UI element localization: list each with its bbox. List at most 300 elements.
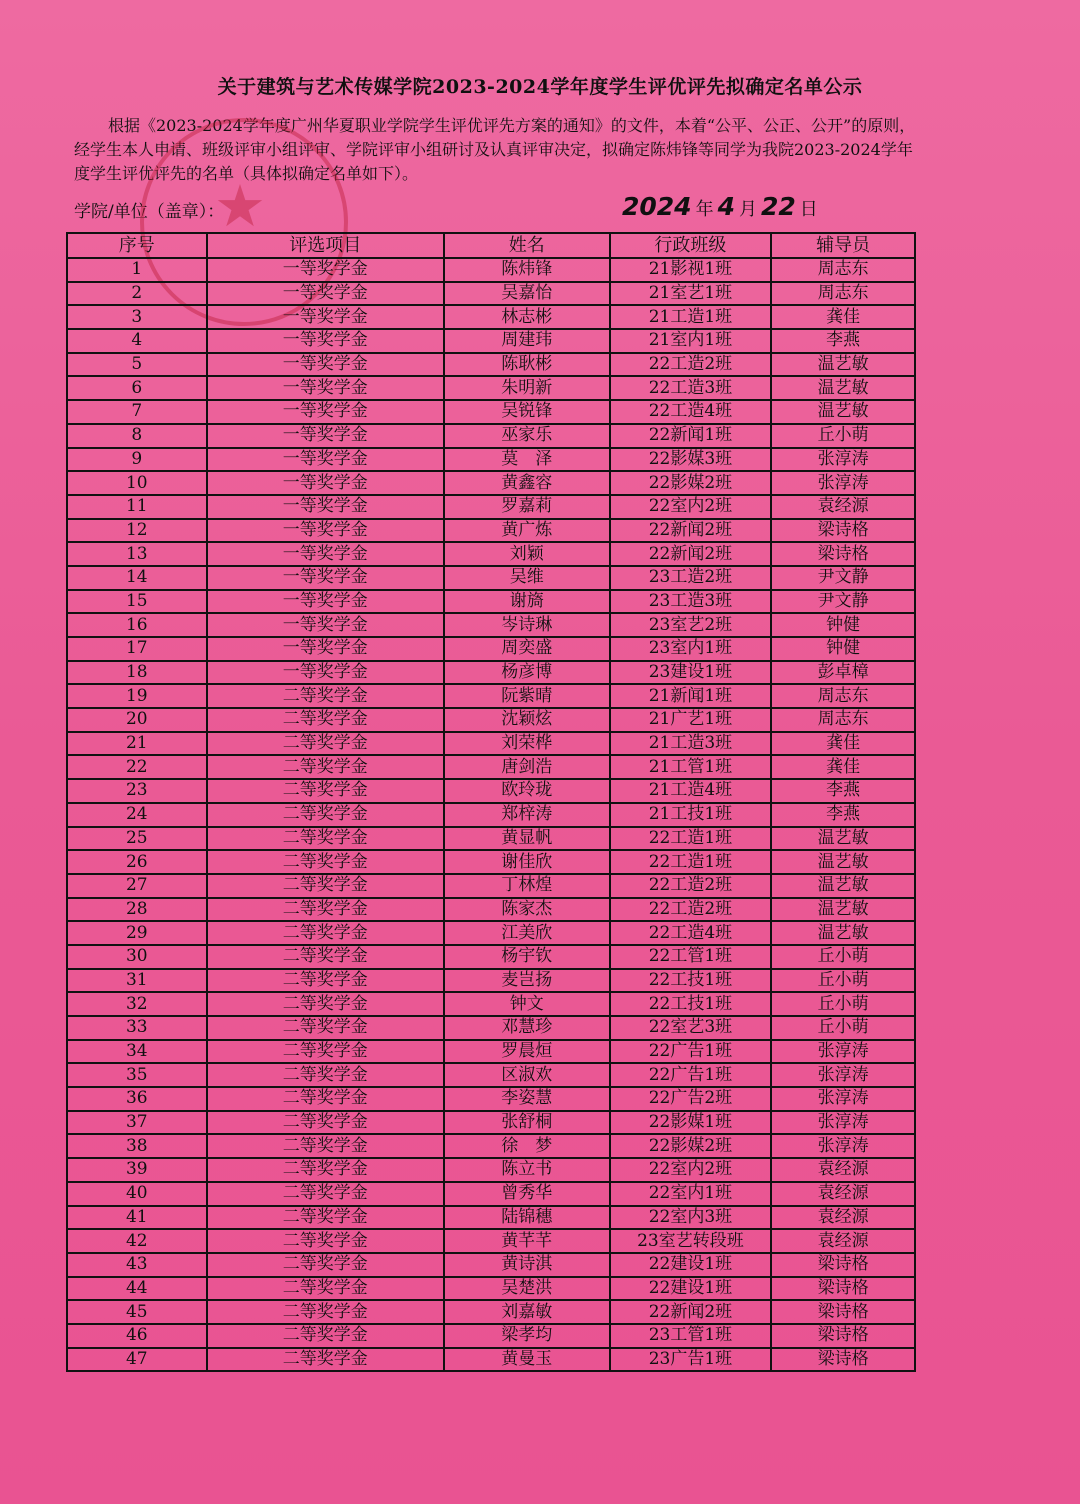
cell-award: 一等奖学金 [207,590,444,614]
cell-class: 21工技1班 [610,803,772,827]
cell-name: 黄芊芊 [444,1229,610,1253]
cell-counselor: 张淳涛 [771,1111,915,1135]
cell-award: 一等奖学金 [207,400,444,424]
cell-award: 二等奖学金 [207,1040,444,1064]
cell-counselor: 李燕 [771,779,915,803]
cell-name: 陈立书 [444,1158,610,1182]
table-row [67,803,915,827]
table-row [67,1229,915,1253]
table-row [67,850,915,874]
table-row [67,992,915,1016]
cell-index: 40 [67,1182,207,1206]
cell-award: 二等奖学金 [207,1206,444,1230]
cell-index: 3 [67,305,207,329]
cell-name: 周建玮 [444,329,610,353]
cell-name: 吴锐锋 [444,400,610,424]
cell-class: 22工造3班 [610,376,772,400]
cell-name: 黄显帆 [444,827,610,851]
cell-award: 一等奖学金 [207,566,444,590]
cell-index: 27 [67,874,207,898]
cell-counselor: 张淳涛 [771,1040,915,1064]
cell-counselor: 李燕 [771,329,915,353]
cell-index: 12 [67,519,207,543]
cell-counselor: 丘小萌 [771,969,915,993]
cell-counselor: 温艺敏 [771,898,915,922]
cell-counselor: 袁经源 [771,495,915,519]
cell-index: 9 [67,448,207,472]
table-row [67,495,915,519]
cell-index: 13 [67,542,207,566]
cell-counselor: 梁诗格 [771,1253,915,1277]
cell-counselor: 温艺敏 [771,874,915,898]
cell-class: 22新闻1班 [610,424,772,448]
table-row [67,1277,915,1301]
header-index: 序号 [67,233,207,258]
table-row [67,590,915,614]
table-row [67,400,915,424]
cell-counselor: 钟健 [771,637,915,661]
cell-class: 22新闻2班 [610,1300,772,1324]
cell-index: 46 [67,1324,207,1348]
cell-class: 22工管1班 [610,945,772,969]
cell-class: 22影媒1班 [610,1111,772,1135]
cell-name: 沈颖炫 [444,708,610,732]
cell-name: 周奕盛 [444,637,610,661]
cell-counselor: 张淳涛 [771,471,915,495]
cell-counselor: 周志东 [771,708,915,732]
cell-award: 二等奖学金 [207,684,444,708]
cell-award: 二等奖学金 [207,708,444,732]
cell-award: 二等奖学金 [207,1253,444,1277]
cell-name: 陈家杰 [444,898,610,922]
table-row [67,329,915,353]
cell-class: 22工技1班 [610,969,772,993]
table-row [67,1134,915,1158]
cell-name: 罗嘉莉 [444,495,610,519]
table-row [67,1348,915,1372]
table-row [67,1158,915,1182]
cell-award: 一等奖学金 [207,305,444,329]
table-row [67,898,915,922]
cell-counselor: 彭卓樟 [771,661,915,685]
cell-index: 43 [67,1253,207,1277]
cell-class: 22广告1班 [610,1063,772,1087]
cell-name: 邓慧珍 [444,1016,610,1040]
intro-paragraph: 根据《2023-2024学年度广州华夏职业学院学生评优评先方案的通知》的文件，本着“公平、公正、公开”的原则，经学生本人申请、班级评审小组评审、学院评审小组研讨及认真评审决定，拟确定陈炜锋等同学为我院2023-2024学年度学生评优评先的名单（具体拟确定名单如下）。 [74,116,916,183]
cell-class: 22工造2班 [610,898,772,922]
cell-class: 21工管1班 [610,755,772,779]
header-name: 姓名 [444,233,610,258]
cell-class: 21室内1班 [610,329,772,353]
cell-name: 陆锦穗 [444,1206,610,1230]
cell-index: 41 [67,1206,207,1230]
handwritten-date [622,192,822,221]
cell-index: 16 [67,613,207,637]
cell-name: 麦岂扬 [444,969,610,993]
cell-index: 17 [67,637,207,661]
cell-award: 一等奖学金 [207,282,444,306]
cell-counselor: 梁诗格 [771,1300,915,1324]
cell-name: 杨宇钦 [444,945,610,969]
cell-award: 一等奖学金 [207,258,444,282]
table-row [67,353,915,377]
table-row [67,945,915,969]
cell-name: 罗晨烜 [444,1040,610,1064]
cell-name: 黄诗淇 [444,1253,610,1277]
cell-class: 22工造1班 [610,850,772,874]
cell-class: 22广告1班 [610,1040,772,1064]
cell-award: 二等奖学金 [207,779,444,803]
table-row [67,282,915,306]
cell-counselor: 温艺敏 [771,353,915,377]
date-day-label: 日 [799,199,818,220]
cell-index: 33 [67,1016,207,1040]
cell-class: 21工造1班 [610,305,772,329]
cell-class: 23工造2班 [610,566,772,590]
table-row [67,1040,915,1064]
cell-award: 一等奖学金 [207,471,444,495]
table-row [67,1111,915,1135]
table-row [67,1206,915,1230]
cell-class: 22工技1班 [610,992,772,1016]
cell-award: 一等奖学金 [207,448,444,472]
table-row [67,1182,915,1206]
cell-class: 22工造1班 [610,827,772,851]
cell-class: 21广艺1班 [610,708,772,732]
cell-class: 23广告1班 [610,1348,772,1372]
cell-class: 22室内1班 [610,1182,772,1206]
cell-award: 二等奖学金 [207,898,444,922]
cell-award: 一等奖学金 [207,519,444,543]
table-row [67,519,915,543]
table-row [67,1300,915,1324]
cell-name: 刘颖 [444,542,610,566]
table-row [67,1016,915,1040]
cell-counselor: 袁经源 [771,1206,915,1230]
cell-counselor: 温艺敏 [771,827,915,851]
cell-class: 22影媒3班 [610,448,772,472]
cell-award: 二等奖学金 [207,1229,444,1253]
cell-counselor: 袁经源 [771,1229,915,1253]
cell-award: 一等奖学金 [207,542,444,566]
cell-index: 47 [67,1348,207,1372]
cell-counselor: 周志东 [771,258,915,282]
table-row [67,827,915,851]
cell-name: 欧玲珑 [444,779,610,803]
cell-class: 23工管1班 [610,1324,772,1348]
cell-class: 21工造4班 [610,779,772,803]
cell-class: 22室内3班 [610,1206,772,1230]
cell-class: 22工造4班 [610,400,772,424]
cell-counselor: 温艺敏 [771,400,915,424]
cell-index: 4 [67,329,207,353]
cell-counselor: 丘小萌 [771,992,915,1016]
cell-award: 二等奖学金 [207,992,444,1016]
cell-index: 37 [67,1111,207,1135]
cell-class: 21室艺1班 [610,282,772,306]
cell-index: 21 [67,732,207,756]
cell-counselor: 龚佳 [771,305,915,329]
date-day: 22 [761,192,796,221]
cell-index: 29 [67,921,207,945]
cell-class: 22室内2班 [610,495,772,519]
cell-counselor: 温艺敏 [771,850,915,874]
cell-class: 21新闻1班 [610,684,772,708]
cell-class: 22室内2班 [610,1158,772,1182]
cell-award: 一等奖学金 [207,661,444,685]
table-row [67,874,915,898]
cell-award: 二等奖学金 [207,1300,444,1324]
date-year: 2024 [622,192,692,221]
cell-class: 21工造3班 [610,732,772,756]
table-row [67,684,915,708]
cell-name: 吴维 [444,566,610,590]
cell-name: 刘嘉敏 [444,1300,610,1324]
table-row [67,566,915,590]
cell-name: 刘荣桦 [444,732,610,756]
cell-name: 吴嘉怡 [444,282,610,306]
cell-award: 一等奖学金 [207,424,444,448]
cell-counselor: 张淳涛 [771,1134,915,1158]
table-row [67,779,915,803]
cell-index: 38 [67,1134,207,1158]
cell-counselor: 温艺敏 [771,376,915,400]
cell-index: 42 [67,1229,207,1253]
cell-counselor: 梁诗格 [771,1324,915,1348]
cell-class: 22新闻2班 [610,519,772,543]
cell-name: 朱明新 [444,376,610,400]
cell-index: 1 [67,258,207,282]
cell-class: 23室艺转段班 [610,1229,772,1253]
cell-index: 14 [67,566,207,590]
table-row [67,542,915,566]
header-class: 行政班级 [610,233,772,258]
cell-award: 二等奖学金 [207,969,444,993]
cell-index: 6 [67,376,207,400]
table-row [67,1087,915,1111]
header-counselor: 辅导员 [771,233,915,258]
cell-name: 巫家乐 [444,424,610,448]
table-row [67,1253,915,1277]
cell-name: 徐 梦 [444,1134,610,1158]
table-row [67,969,915,993]
cell-index: 11 [67,495,207,519]
cell-class: 22新闻2班 [610,542,772,566]
cell-name: 梁孝均 [444,1324,610,1348]
cell-class: 22室艺3班 [610,1016,772,1040]
cell-name: 杨彦博 [444,661,610,685]
cell-counselor: 丘小萌 [771,424,915,448]
cell-name: 黄广炼 [444,519,610,543]
cell-index: 36 [67,1087,207,1111]
award-list-table [66,232,916,1372]
cell-index: 18 [67,661,207,685]
cell-counselor: 梁诗格 [771,542,915,566]
cell-counselor: 梁诗格 [771,1348,915,1372]
cell-class: 22工造2班 [610,874,772,898]
cell-index: 45 [67,1300,207,1324]
cell-counselor: 尹文静 [771,566,915,590]
table-row [67,613,915,637]
cell-counselor: 温艺敏 [771,921,915,945]
cell-name: 郑梓涛 [444,803,610,827]
cell-class: 22影媒2班 [610,1134,772,1158]
cell-class: 22建设1班 [610,1253,772,1277]
cell-index: 8 [67,424,207,448]
date-year-label: 年 [695,199,714,220]
cell-counselor: 张淳涛 [771,448,915,472]
cell-index: 32 [67,992,207,1016]
cell-index: 23 [67,779,207,803]
cell-award: 二等奖学金 [207,1324,444,1348]
table-row [67,708,915,732]
date-month: 4 [717,192,735,221]
cell-name: 张舒桐 [444,1111,610,1135]
cell-award: 二等奖学金 [207,827,444,851]
cell-class: 21影视1班 [610,258,772,282]
cell-counselor: 丘小萌 [771,1016,915,1040]
cell-award: 二等奖学金 [207,850,444,874]
cell-name: 阮紫晴 [444,684,610,708]
cell-index: 19 [67,684,207,708]
cell-index: 2 [67,282,207,306]
cell-award: 二等奖学金 [207,1348,444,1372]
table-row [67,755,915,779]
cell-award: 一等奖学金 [207,376,444,400]
cell-counselor: 周志东 [771,684,915,708]
cell-index: 10 [67,471,207,495]
cell-counselor: 李燕 [771,803,915,827]
table-row [67,471,915,495]
cell-index: 22 [67,755,207,779]
cell-award: 二等奖学金 [207,1182,444,1206]
table-row [67,1063,915,1087]
table-row [67,1324,915,1348]
cell-counselor: 钟健 [771,613,915,637]
cell-index: 30 [67,945,207,969]
cell-award: 二等奖学金 [207,1087,444,1111]
cell-award: 二等奖学金 [207,1277,444,1301]
cell-name: 陈耿彬 [444,353,610,377]
cell-counselor: 张淳涛 [771,1063,915,1087]
page-title: 关于建筑与艺术传媒学院2023-2024学年度学生评优评先拟确定名单公示 [217,76,863,98]
cell-counselor: 袁经源 [771,1158,915,1182]
cell-counselor: 尹文静 [771,590,915,614]
cell-award: 二等奖学金 [207,1134,444,1158]
cell-name: 黄曼玉 [444,1348,610,1372]
cell-index: 25 [67,827,207,851]
cell-name: 陈炜锋 [444,258,610,282]
cell-award: 一等奖学金 [207,329,444,353]
header-award: 评选项目 [207,233,444,258]
table-row [67,448,915,472]
table-row [67,258,915,282]
table-row [67,424,915,448]
cell-name: 吴楚洪 [444,1277,610,1301]
cell-index: 34 [67,1040,207,1064]
cell-name: 李姿慧 [444,1087,610,1111]
cell-class: 23室内1班 [610,637,772,661]
table-row [67,637,915,661]
cell-index: 24 [67,803,207,827]
cell-award: 二等奖学金 [207,732,444,756]
cell-name: 唐剑浩 [444,755,610,779]
cell-name: 岑诗琳 [444,613,610,637]
cell-index: 44 [67,1277,207,1301]
cell-class: 23建设1班 [610,661,772,685]
cell-name: 曾秀华 [444,1182,610,1206]
cell-award: 二等奖学金 [207,1016,444,1040]
cell-index: 26 [67,850,207,874]
cell-award: 二等奖学金 [207,874,444,898]
cell-name: 区淑欢 [444,1063,610,1087]
cell-class: 22工造4班 [610,921,772,945]
cell-counselor: 张淳涛 [771,1087,915,1111]
cell-award: 二等奖学金 [207,803,444,827]
table-row [67,661,915,685]
cell-name: 钟文 [444,992,610,1016]
cell-name: 林志彬 [444,305,610,329]
unit-stamp-label: 学院/单位（盖章）： [74,202,225,222]
table-body [67,258,915,1371]
table-row [67,921,915,945]
table-header-row [67,233,915,258]
seal-star-icon: ★ [214,172,266,240]
cell-name: 黄鑫容 [444,471,610,495]
cell-index: 28 [67,898,207,922]
cell-award: 二等奖学金 [207,1111,444,1135]
cell-counselor: 梁诗格 [771,1277,915,1301]
cell-index: 20 [67,708,207,732]
cell-index: 39 [67,1158,207,1182]
cell-name: 谢旖 [444,590,610,614]
table-row [67,732,915,756]
cell-award: 一等奖学金 [207,353,444,377]
cell-counselor: 梁诗格 [771,519,915,543]
cell-award: 二等奖学金 [207,1063,444,1087]
cell-name: 丁林煌 [444,874,610,898]
cell-class: 22建设1班 [610,1277,772,1301]
cell-index: 15 [67,590,207,614]
date-month-label: 月 [739,199,757,220]
cell-counselor: 龚佳 [771,732,915,756]
cell-award: 一等奖学金 [207,637,444,661]
cell-award: 二等奖学金 [207,921,444,945]
cell-name: 莫 泽 [444,448,610,472]
cell-class: 22工造2班 [610,353,772,377]
cell-index: 7 [67,400,207,424]
table-row [67,305,915,329]
cell-index: 35 [67,1063,207,1087]
cell-class: 22影媒2班 [610,471,772,495]
cell-name: 谢佳欣 [444,850,610,874]
cell-class: 23工造3班 [610,590,772,614]
cell-name: 江美欣 [444,921,610,945]
cell-award: 一等奖学金 [207,495,444,519]
cell-class: 23室艺2班 [610,613,772,637]
cell-class: 22广告2班 [610,1087,772,1111]
cell-award: 二等奖学金 [207,755,444,779]
table-row [67,376,915,400]
cell-counselor: 袁经源 [771,1182,915,1206]
cell-index: 31 [67,969,207,993]
cell-counselor: 丘小萌 [771,945,915,969]
cell-counselor: 周志东 [771,282,915,306]
cell-counselor: 龚佳 [771,755,915,779]
cell-index: 5 [67,353,207,377]
cell-award: 一等奖学金 [207,613,444,637]
cell-award: 二等奖学金 [207,1158,444,1182]
